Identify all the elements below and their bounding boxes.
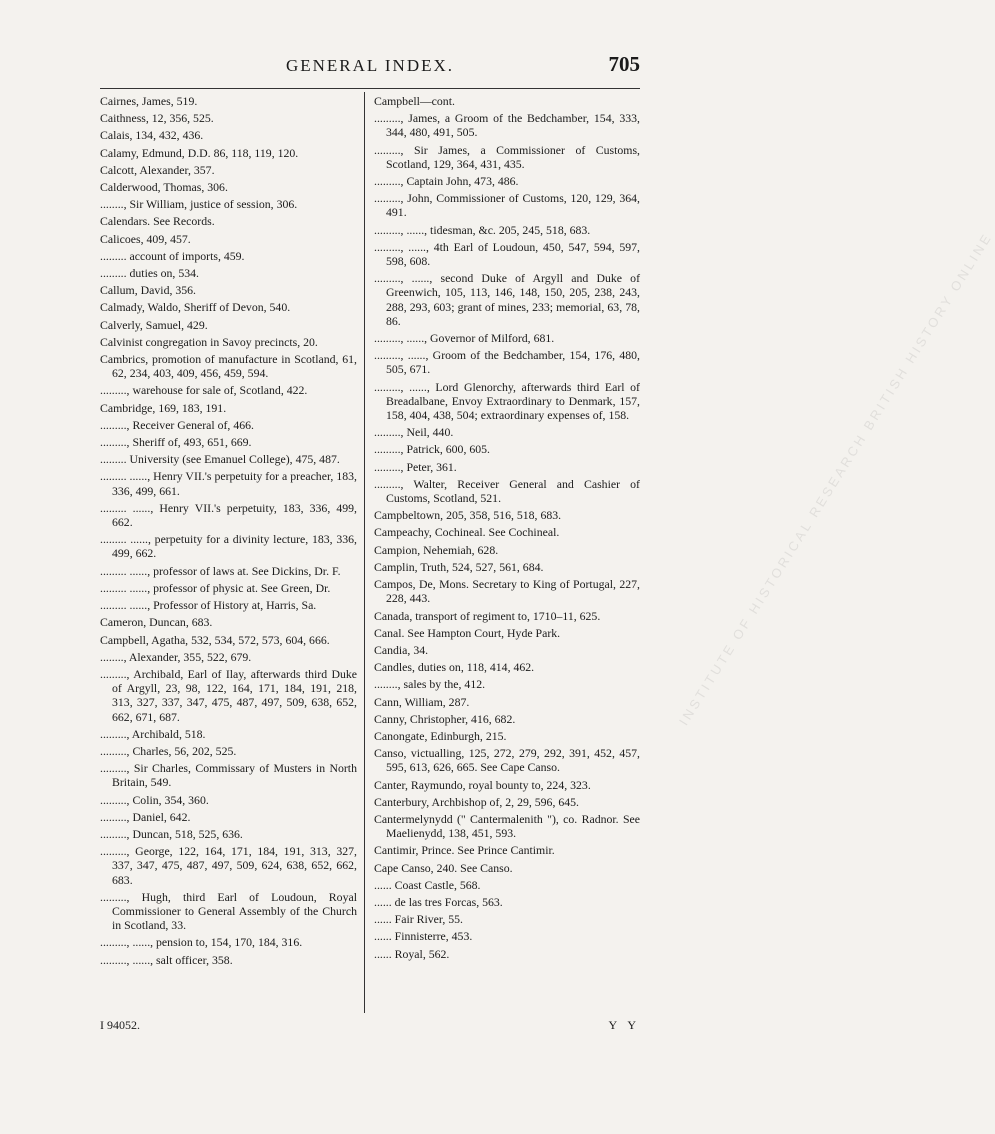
index-entry: ........., Archibald, Earl of Ilay, afterwards third Duke of Argyll, 23, 98, 122, 164, 171, 184, 191, 218, 313, 327, 337, 347, 475, 487, 497, 509, 638, 652, 662, 671, 687.: [100, 666, 357, 724]
index-entry: ........., Receiver General of, 466.: [100, 417, 254, 432]
index-entry: ........., George, 122, 164, 171, 184, 191, 313, 327, 337, 347, 475, 487, 497, 509, 624, 638, 652, 662, 683.: [100, 844, 357, 887]
index-entry: ........., ......, salt officer, 358.: [100, 952, 233, 967]
index-entry: Calamy, Edmund, D.D. 86, 118, 119, 120.: [100, 145, 299, 160]
index-entry: ......... ......, perpetuity for a divinity lecture, 183, 336, 499, 662.: [100, 532, 357, 561]
index-entry: ......... ......, Henry VII.'s perpetuity, 183, 336, 499, 662.: [100, 500, 357, 530]
index-entry: ......... account of imports, 459.: [100, 248, 245, 263]
index-entry: Canso, victualling, 125, 272, 279, 292, 391, 452, 457, 595, 613, 626, 665. See Cape Canso.: [374, 746, 640, 775]
index-entry: ......... ......, Henry VII.'s perpetuity for a preacher, 183, 336, 499, 661.: [100, 469, 357, 498]
index-entry: ........, Sir William, justice of session, 306.: [100, 197, 298, 212]
index-entry: ...... Royal, 562.: [374, 946, 450, 961]
index-entry: ...... Coast Castle, 568.: [374, 877, 481, 892]
index-entry: ........., ......, tidesman, &c. 205, 245, 518, 683.: [374, 222, 591, 237]
index-entry: ........., Colin, 354, 360.: [100, 792, 209, 807]
index-entry: ........., Captain John, 473, 486.: [374, 174, 519, 189]
index-entry: Canal. See Hampton Court, Hyde Park.: [374, 625, 561, 640]
index-entry: ........., Hugh, third Earl of Loudoun, Royal Commissioner to General Assembly of the Church in Scotland, 33.: [100, 889, 357, 933]
index-entry: ........, sales by the, 412.: [374, 677, 486, 692]
index-entry: Calendars. See Records.: [100, 214, 215, 229]
index-entry: ........., Sir James, a Commissioner of Customs, Scotland, 129, 364, 431, 435.: [374, 142, 640, 171]
index-entry: ........., Duncan, 518, 525, 636.: [100, 826, 243, 841]
index-entry: Canada, transport of regiment to, 1710–11, 625.: [374, 608, 601, 623]
index-entry: ...... de las tres Forcas, 563.: [374, 894, 503, 909]
index-entry: ........., Walter, Receiver General and Cashier of Customs, Scotland, 521.: [374, 476, 640, 506]
index-entry: ........., James, a Groom of the Bedchamber, 154, 333, 344, 480, 491, 505.: [374, 111, 640, 140]
index-entry: ........., Patrick, 600, 605.: [374, 442, 490, 457]
index-entry: ......... ......, Professor of History at, Harris, Sa.: [100, 598, 317, 613]
index-entry: Cape Canso, 240. See Canso.: [374, 860, 513, 875]
index-entry: Canter, Raymundo, royal bounty to, 224, 323.: [374, 777, 591, 792]
index-entry: Canterbury, Archbishop of, 2, 29, 596, 645.: [374, 794, 579, 809]
index-entry: Cantimir, Prince. See Prince Cantimir.: [374, 843, 555, 858]
index-entry: Campbeltown, 205, 358, 516, 518, 683.: [374, 508, 562, 523]
index-entry: ........., John, Commissioner of Customs, 120, 129, 364, 491.: [374, 191, 640, 220]
index-entry: Canny, Christopher, 416, 682.: [374, 711, 516, 726]
index-entry: ......... ......, professor of physic at. See Green, Dr.: [100, 580, 331, 595]
header-rule: [100, 88, 640, 89]
index-entry: Caithness, 12, 356, 525.: [100, 111, 214, 126]
index-entry: ........., warehouse for sale of, Scotland, 422.: [100, 383, 308, 398]
index-entry: ........., ......, Groom of the Bedchamber, 154, 176, 480, 505, 671.: [374, 348, 640, 377]
index-entry: Campos, De, Mons. Secretary to King of Portugal, 227, 228, 443.: [374, 577, 640, 606]
running-title: GENERAL INDEX.: [285, 56, 455, 75]
index-entry: Cantermelynydd (" Cantermalenith "), co. Radnor. See Maelienydd, 138, 451, 593.: [374, 811, 640, 841]
index-entry: Cambrics, promotion of manufacture in Scotland, 61, 62, 234, 403, 409, 456, 459, 594.: [100, 352, 357, 381]
page-number: 705: [608, 52, 640, 76]
index-entry: Canongate, Edinburgh, 215.: [374, 728, 507, 743]
index-entry: Camplin, Truth, 524, 527, 561, 684.: [374, 559, 544, 574]
index-entry: Campbell—cont.: [374, 94, 455, 108]
right-column: [374, 94, 640, 964]
watermark-stamp: INSTITUTE OF HISTORICAL RESEARCH BRITISH HISTORY ONLINE: [676, 229, 995, 728]
index-entry: Cameron, Duncan, 683.: [100, 615, 213, 630]
column-divider: [364, 92, 365, 1013]
index-entry: ......... ......, professor of laws at. See Dickins, Dr. F.: [100, 563, 341, 578]
index-entry: Candia, 34.: [374, 642, 429, 657]
index-entry: ......... duties on, 534.: [100, 266, 199, 281]
index-entry: ........., Archibald, 518.: [100, 726, 206, 741]
index-entry: ........., Neil, 440.: [374, 425, 454, 440]
index-entry: ........., Sheriff of, 493, 651, 669.: [100, 435, 252, 450]
index-entry: ........., ......, Governor of Milford, 681.: [374, 331, 555, 346]
index-entry: Calais, 134, 432, 436.: [100, 128, 204, 143]
index-entry: Candles, duties on, 118, 414, 462.: [374, 660, 535, 675]
left-column: [100, 94, 357, 970]
index-entry: ...... Fair River, 55.: [374, 912, 463, 927]
index-entry: ...... Finnisterre, 453.: [374, 929, 473, 944]
index-entry: Cann, William, 287.: [374, 694, 470, 709]
index-entry: Calderwood, Thomas, 306.: [100, 180, 228, 195]
index-entry: Calcott, Alexander, 357.: [100, 162, 215, 177]
index-entry: Campeachy, Cochineal. See Cochineal.: [374, 525, 560, 540]
index-entry: ........, Alexander, 355, 522, 679.: [100, 649, 252, 664]
signature-mark: I 94052.: [100, 1018, 140, 1032]
page-header: [100, 52, 640, 82]
index-entry: Campbell, Agatha, 532, 534, 572, 573, 604, 666.: [100, 632, 330, 647]
index-entry: ........., Peter, 361.: [374, 459, 457, 474]
index-entry: Calverly, Samuel, 429.: [100, 317, 208, 332]
index-entry: Campion, Nehemiah, 628.: [374, 542, 499, 557]
index-entry: ........., ......, second Duke of Argyll and Duke of Greenwich, 105, 113, 146, 148, 150, 205, 238, 243, 288, 293, 603; grant of mines, 233; memorial, 63, 78, 86.: [374, 271, 640, 328]
index-entry: Calicoes, 409, 457.: [100, 231, 191, 246]
index-entry: ........., Charles, 56, 202, 525.: [100, 743, 237, 758]
index-entry: ......... University (see Emanuel College), 475, 487.: [100, 452, 340, 467]
index-entry: Cambridge, 169, 183, 191.: [100, 400, 227, 415]
index-entry: Calvinist congregation in Savoy precincts, 20.: [100, 334, 318, 349]
index-entry: Callum, David, 356.: [100, 283, 197, 298]
index-entry: ........., Daniel, 642.: [100, 809, 191, 824]
index-entry: ........., Sir Charles, Commissary of Musters in North Britain, 549.: [100, 761, 357, 790]
sheet-mark: Y Y: [608, 1018, 640, 1032]
index-entry: Calmady, Waldo, Sheriff of Devon, 540.: [100, 300, 291, 315]
index-entry: ........., ......, Lord Glenorchy, afterwards third Earl of Breadalbane, Envoy Extraordinary to Denmark, 157, 158, 404, 438, 504; extraordinary expenses of, 158.: [374, 379, 640, 423]
index-entry: Cairnes, James, 519.: [100, 94, 198, 108]
index-entry: ........., ......, 4th Earl of Loudoun, 450, 547, 594, 597, 598, 608.: [374, 239, 640, 269]
index-entry: ........., ......, pension to, 154, 170, 184, 316.: [100, 935, 303, 950]
